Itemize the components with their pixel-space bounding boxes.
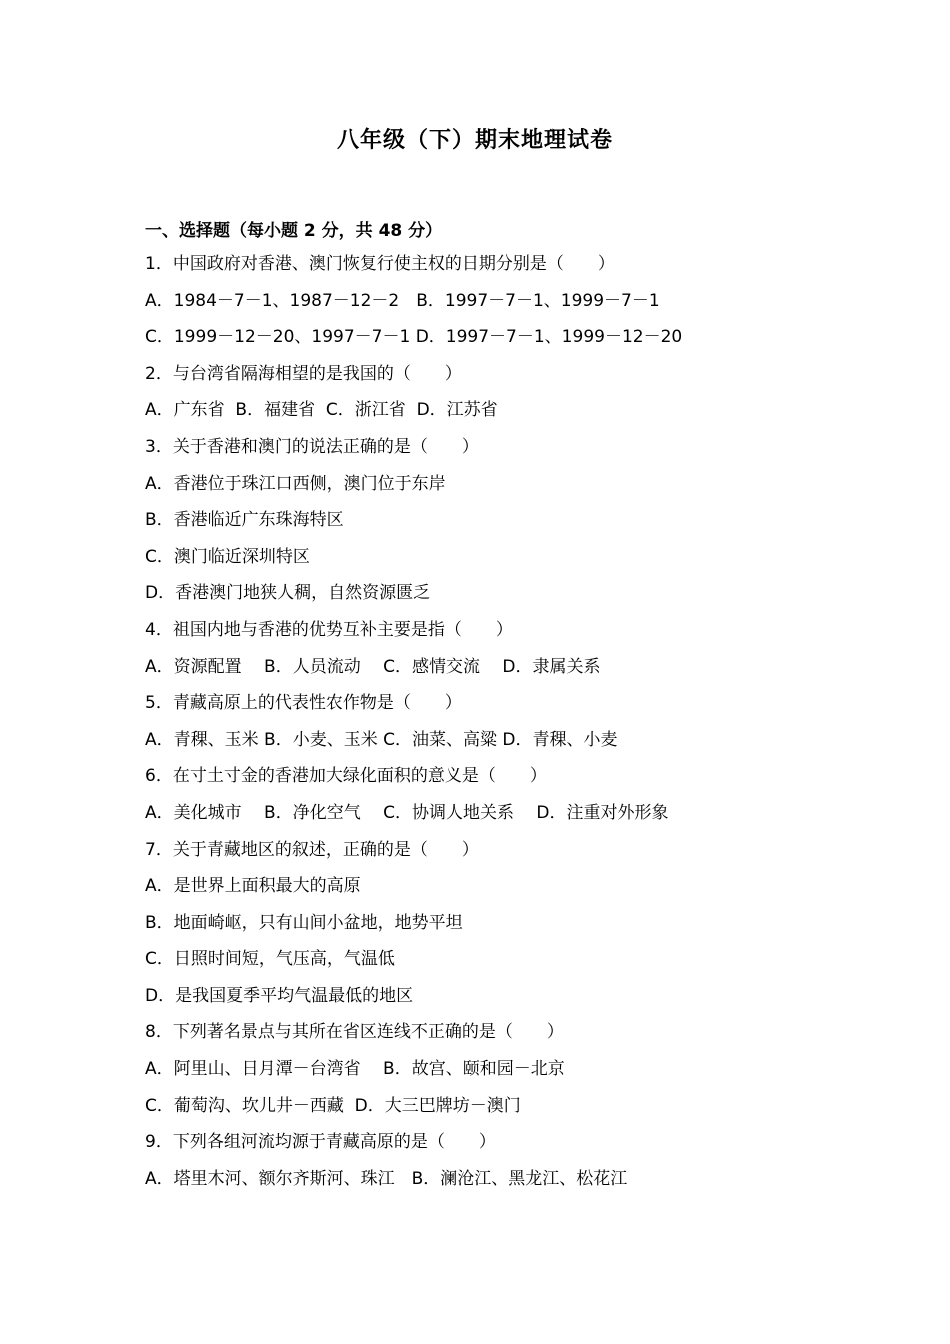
question-8: 8．下列著名景点与其所在省区连线不正确的是（ ） [145,1022,564,1043]
question-7-option-a: A．是世界上面积最大的高原 [145,876,361,897]
question-2: 2．与台湾省隔海相望的是我国的（ ） [145,363,462,384]
question-2-options: A．广东省 B．福建省 C．浙江省 D．江苏省 [145,400,498,421]
question-3-option-d: D．香港澳门地狭人稠，自然资源匮乏 [145,583,431,604]
question-7: 7．关于青藏地区的叙述，正确的是（ ） [145,839,479,860]
question-9: 9．下列各组河流均源于青藏高原的是（ ） [145,1132,496,1153]
question-1: 1．中国政府对香港、澳门恢复行使主权的日期分别是（ ） [145,254,615,274]
question-7-option-c: C．日照时间短，气压高，气温低 [145,949,395,970]
question-1-options-cd: C．1999－12－20、1997－7－1 D．1997－7－1、1999－12－20 [145,327,683,348]
question-9-options-ab: A．塔里木河、额尔齐斯河、珠江 B．澜沧江、黑龙江、松花江 [145,1168,628,1189]
question-4-options: A．资源配置 B．人员流动 C．感情交流 D．隶属关系 [145,656,601,677]
question-3-option-a: A．香港位于珠江口西侧，澳门位于东岸 [145,473,446,494]
question-3-option-c: C．澳门临近深圳特区 [145,546,310,567]
question-4: 4．祖国内地与香港的优势互补主要是指（ ） [145,619,513,640]
question-6: 6．在寸土寸金的香港加大绿化面积的意义是（ ） [145,766,547,787]
section-heading: 一、选择题（每小题 2 分，共 48 分） [145,221,443,241]
question-3: 3．关于香港和澳门的说法正确的是（ ） [145,436,479,457]
question-list [145,253,905,1204]
question-1-options-ab: A．1984－7－1、1987－12－2 B．1997－7－1、1999－7－1 [145,290,660,311]
question-8-options-cd: C．葡萄沟、坎儿井－西藏 D．大三巴牌坊－澳门 [145,1095,521,1116]
question-8-options-ab: A．阿里山、日月潭－台湾省 B．故宫、颐和园－北京 [145,1059,565,1080]
question-6-options: A．美化城市 B．净化空气 C．协调人地关系 D．注重对外形象 [145,802,669,823]
question-5-options: A．青稞、玉米 B．小麦、玉米 C．油菜、高粱 D．青稞、小麦 [145,729,618,750]
question-5: 5．青藏高原上的代表性农作物是（ ） [145,693,462,714]
question-7-option-b: B．地面崎岖，只有山间小盆地，地势平坦 [145,912,463,933]
question-7-option-d: D．是我国夏季平均气温最低的地区 [145,985,414,1006]
page-title: 八年级（下）期末地理试卷 [336,128,613,153]
question-3-option-b: B．香港临近广东珠海特区 [145,510,344,531]
